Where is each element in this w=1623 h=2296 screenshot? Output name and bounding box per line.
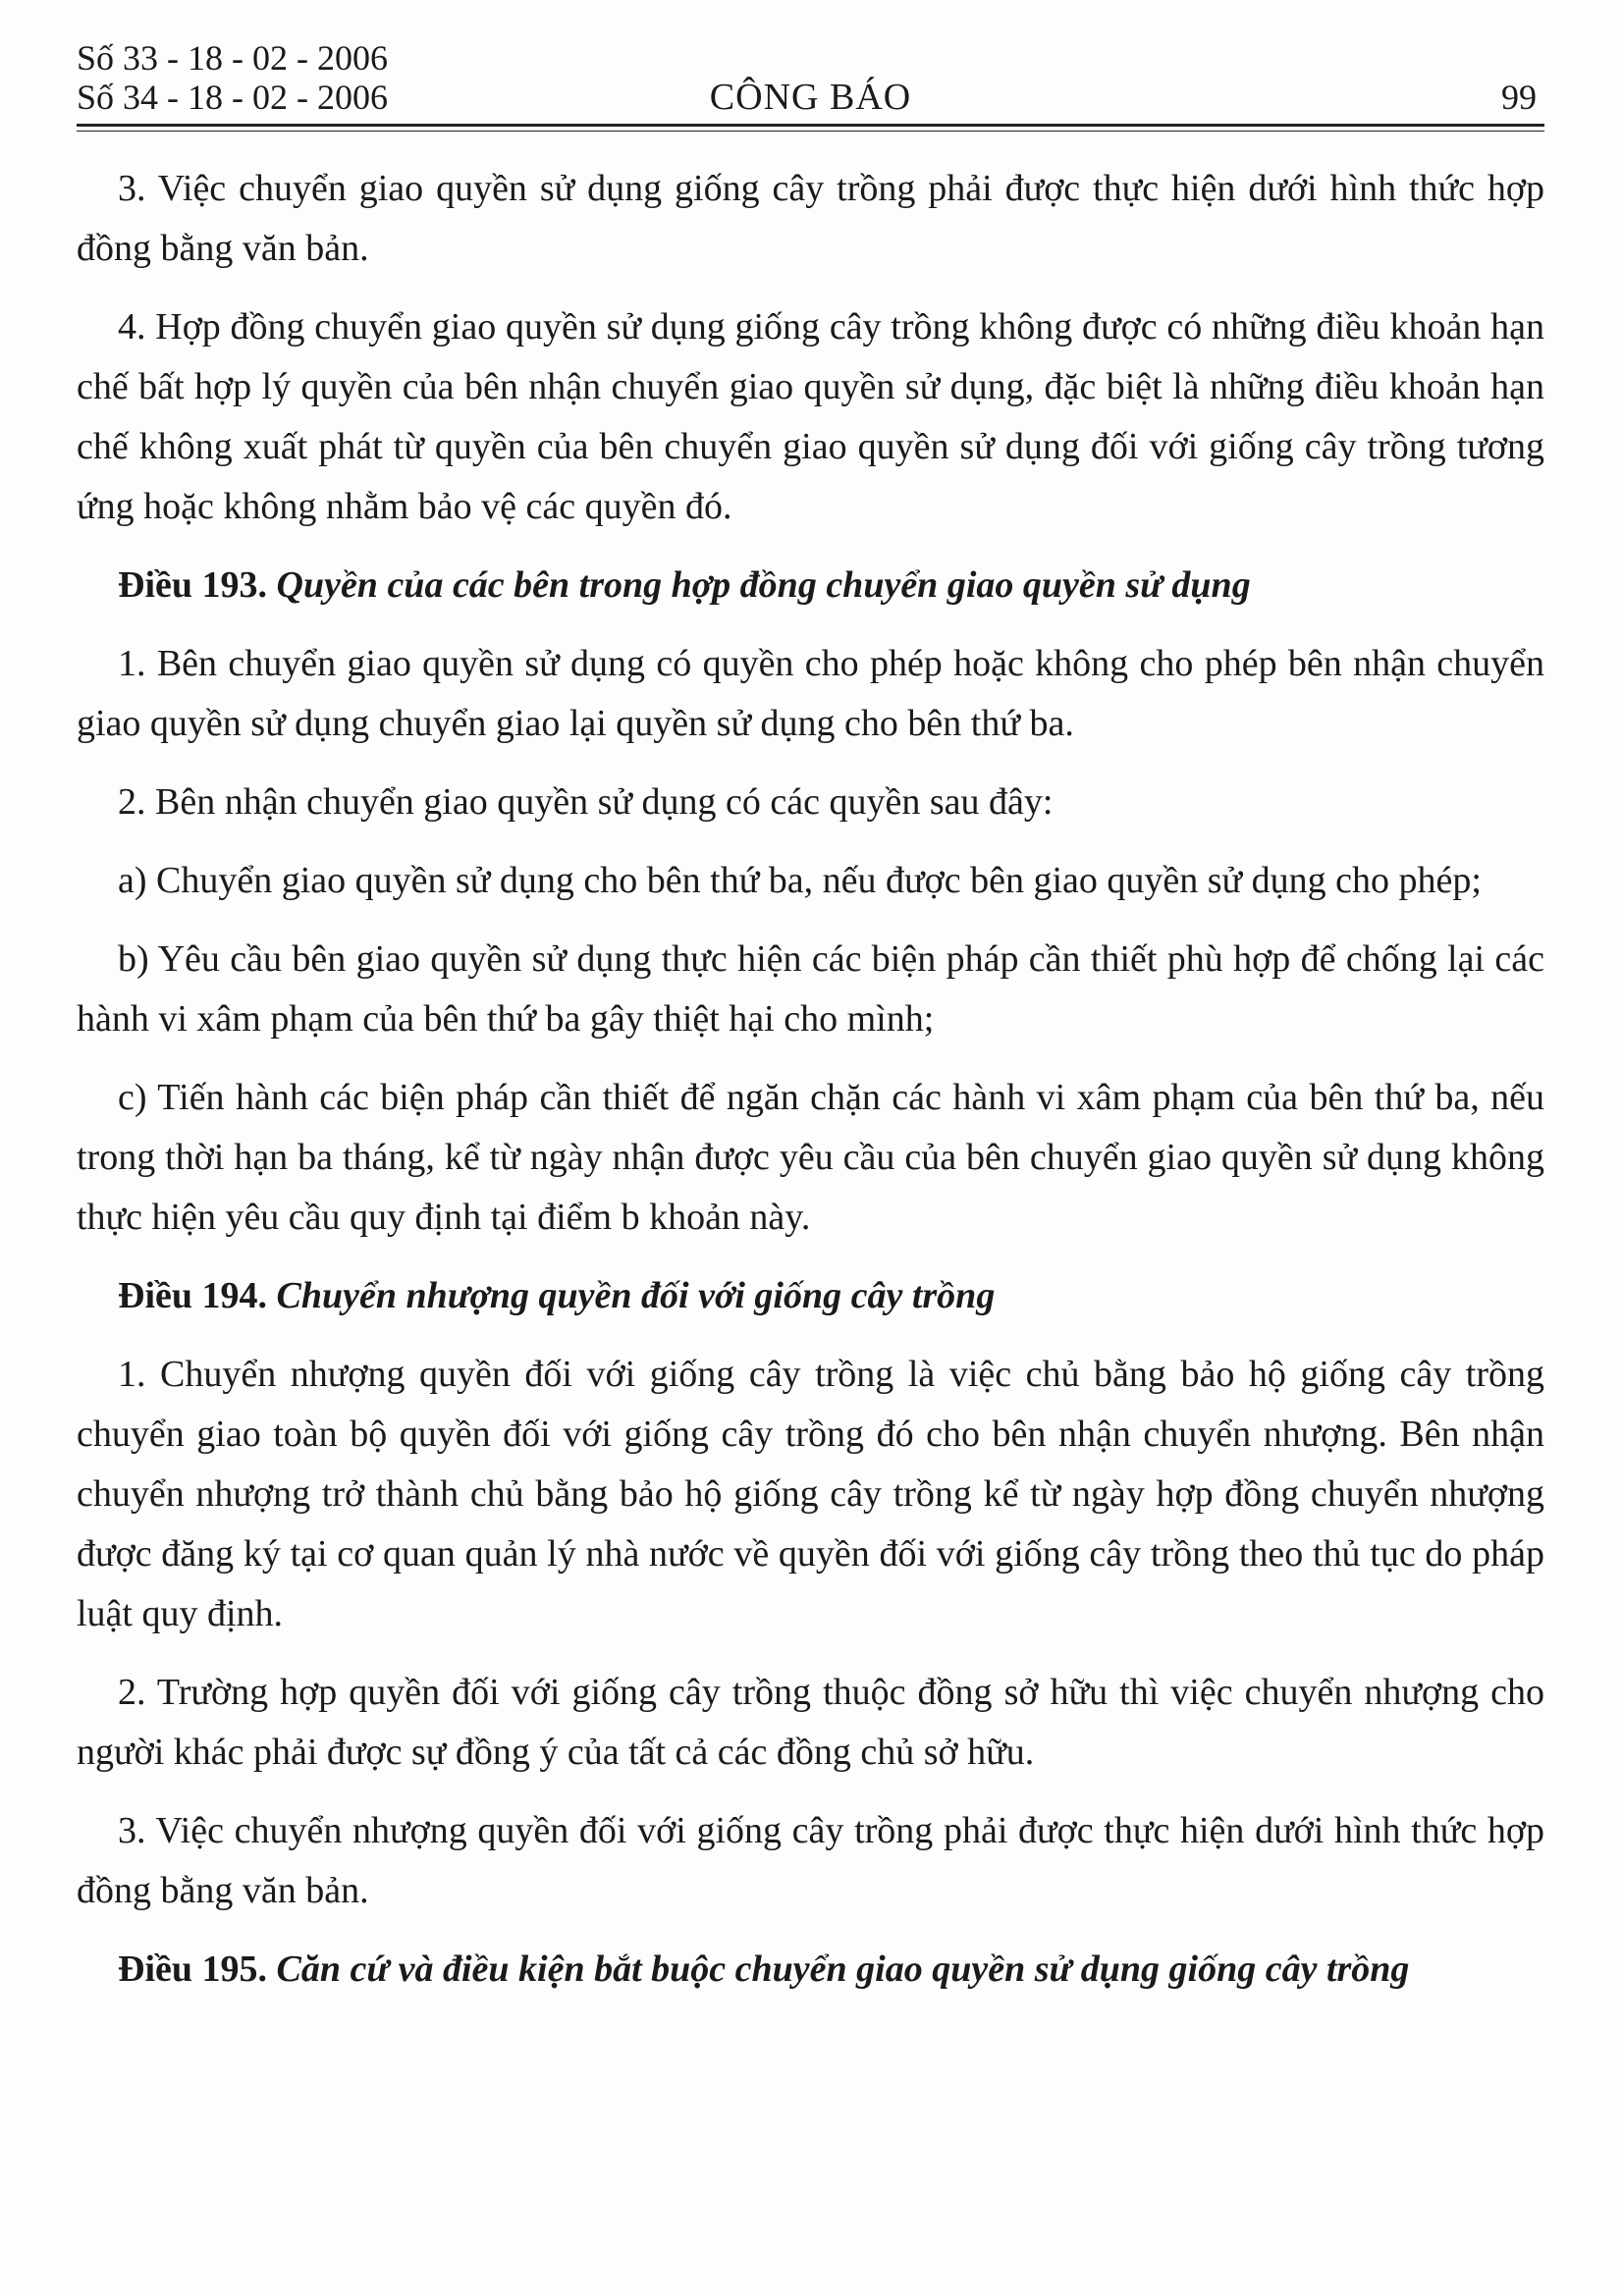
body-text: [77, 159, 1544, 2018]
article-number: Điều 195.: [118, 1949, 267, 1990]
article-number: Điều 193.: [118, 564, 267, 606]
page-number: 99: [1501, 78, 1537, 117]
article-heading: [77, 556, 1544, 615]
article-heading: [77, 1940, 1544, 2000]
paragraph: 1. Bên chuyển giao quyền sử dụng có quyền cho phép hoặc không cho phép bên nhận chuyển giao quyền sử dụng chuyển giao lại quyền sử dụng cho bên thứ ba.: [77, 643, 1544, 744]
gazette-title: CÔNG BÁO: [709, 77, 912, 118]
issue-number-line-2: Số 34 - 18 - 02 - 2006: [77, 78, 388, 117]
paragraph: a) Chuyển giao quyền sử dụng cho bên thứ ba, nếu được bên giao quyền sử dụng cho phép;: [118, 860, 1482, 901]
article-heading: [77, 1266, 1544, 1326]
article-title: Căn cứ và điều kiện bắt buộc chuyển giao quyền sử dụng giống cây trồng: [276, 1949, 1410, 1990]
page-header: [77, 29, 1544, 128]
paragraph: c) Tiến hành các biện pháp cần thiết để ngăn chặn các hành vi xâm phạm của bên thứ ba, nếu trong thời hạn ba tháng, kể từ ngày nhận được yêu cầu của bên chuyển giao quyền sử dụng không thực hiện yêu cầu quy định tại điểm b khoản này.: [77, 1077, 1544, 1238]
paragraph: 1. Chuyển nhượng quyền đối với giống cây trồng là việc chủ bằng bảo hộ giống cây trồng chuyển giao toàn bộ quyền đối với giống cây trồng đó cho bên nhận chuyển nhượng. Bên nhận chuyển nhượng trở thành chủ bằng bảo hộ giống cây trồng kể từ ngày hợp đồng chuyển nhượng được đăng ký tại cơ quan quản lý nhà nước về quyền đối với giống cây trồng theo thủ tục do pháp luật quy định.: [77, 1354, 1544, 1634]
header-rule-thin: [77, 131, 1544, 132]
paragraph: 4. Hợp đồng chuyển giao quyền sử dụng giống cây trồng không được có những điều khoản hạn chế bất hợp lý quyền của bên nhận chuyển giao quyền sử dụng, đặc biệt là những điều khoản hạn chế không xuất phát từ quyền của bên chuyển giao quyền sử dụng đối với giống cây trồng tương ứng hoặc không nhằm bảo vệ các quyền đó.: [77, 306, 1544, 527]
article-number: Điều 194.: [118, 1275, 267, 1316]
paragraph: b) Yêu cầu bên giao quyền sử dụng thực hiện các biện pháp cần thiết phù hợp để chống lại các hành vi xâm phạm của bên thứ ba gây thiệt hại cho mình;: [77, 938, 1544, 1040]
article-title: Quyền của các bên trong hợp đồng chuyển giao quyền sử dụng: [276, 564, 1251, 606]
paragraph: 2. Trường hợp quyền đối với giống cây trồng thuộc đồng sở hữu thì việc chuyển nhượng cho người khác phải được sự đồng ý của tất cả các đồng chủ sở hữu.: [77, 1672, 1544, 1773]
paragraph: 2. Bên nhận chuyển giao quyền sử dụng có các quyền sau đây:: [118, 781, 1054, 823]
header-rule-thick: [77, 124, 1544, 127]
paragraph: 3. Việc chuyển giao quyền sử dụng giống cây trồng phải được thực hiện dưới hình thức hợp đồng bằng văn bản.: [77, 168, 1544, 269]
issue-number-line-1: Số 33 - 18 - 02 - 2006: [77, 38, 388, 78]
paragraph: 3. Việc chuyển nhượng quyền đối với giống cây trồng phải được thực hiện dưới hình thức hợp đồng bằng văn bản.: [77, 1810, 1544, 1911]
article-title: Chuyển nhượng quyền đối với giống cây trồng: [276, 1275, 996, 1316]
